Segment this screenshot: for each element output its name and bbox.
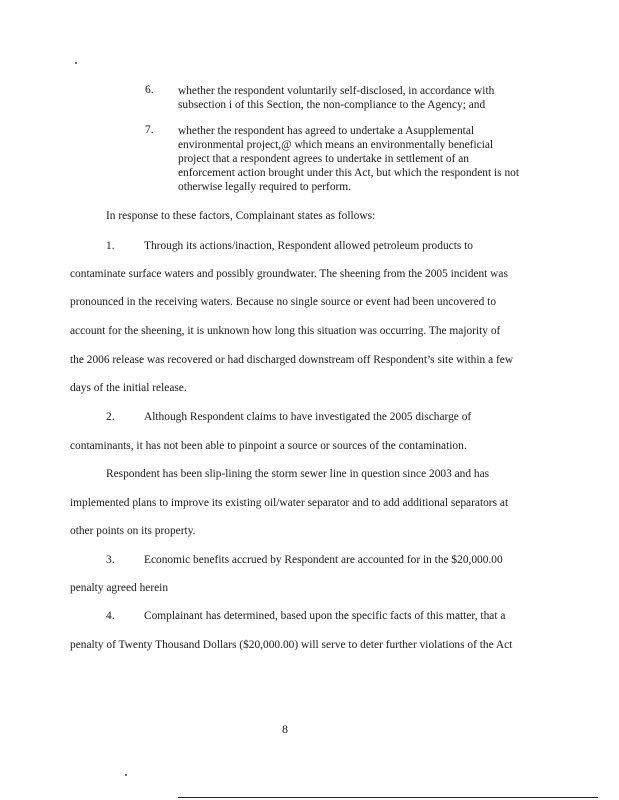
item-line: whether the respondent has agreed to undertake a Asupplemental: [178, 125, 475, 137]
paragraph-number: 4.: [106, 610, 115, 622]
paragraph-line: implemented plans to improve its existing oil/water separator and to add additional separators at: [70, 497, 509, 509]
paragraph-number: 1.: [106, 240, 115, 252]
paragraph-line: Although Respondent claims to have investigated the 2005 discharge of: [144, 411, 472, 423]
item-line: whether the respondent voluntarily self-disclosed, in accordance with: [178, 85, 495, 97]
paragraph-line: the 2006 release was recovered or had discharged downstream off Respondent’s site within a few: [70, 354, 514, 366]
scan-speck: [125, 774, 127, 776]
page-number: 8: [282, 722, 288, 736]
paragraph-line: contaminate surface waters and possibly groundwater. The sheening from the 2005 incident was: [70, 268, 508, 280]
item-text: [178, 124, 519, 194]
paragraph-line: contaminants, it has not been able to pinpoint a source or sources of the contamination.: [70, 440, 467, 452]
scan-speck: [75, 62, 77, 64]
bottom-rule: [178, 797, 598, 798]
paragraph-line: penalty agreed herein: [70, 582, 169, 594]
paragraph-line: days of the initial release.: [70, 382, 187, 394]
paragraph-number: 2.: [106, 411, 115, 423]
paragraph-line: penalty of Twenty Thousand Dollars ($20,000.00) will serve to deter further violations of the Act: [70, 639, 513, 651]
paragraph-line: Economic benefits accrued by Respondent are accounted for in the $20,000.00: [144, 554, 503, 566]
paragraph-line: pronounced in the receiving waters. Because no single source or event had been uncovered to: [70, 296, 497, 308]
item-line: project that a respondent agrees to undertake in settlement of an: [178, 153, 469, 165]
item-text: [178, 84, 494, 112]
paragraph-number: 3.: [106, 554, 115, 566]
item-line: otherwise legally required to perform.: [178, 181, 352, 193]
item-number: 6.: [145, 84, 154, 96]
paragraph-line: account for the sheening, it is unknown how long this situation was occurring. The majority of: [70, 325, 501, 337]
item-line: subsection i of this Section, the non-compliance to the Agency; and: [178, 99, 486, 111]
paragraph-line: Complainant has determined, based upon the specific facts of this matter, that a: [144, 610, 506, 622]
paragraph-line: Through its actions/inaction, Respondent allowed petroleum products to: [144, 240, 473, 252]
paragraph-line: other points on its property.: [70, 525, 196, 537]
item-line: enforcement action brought under this Act, but which the respondent is not: [178, 167, 520, 179]
item-line: environmental project,@ which means an environmentally beneficial: [178, 139, 494, 151]
item-number: 7.: [145, 124, 154, 136]
paragraph-line: Respondent has been slip-lining the storm sewer line in question since 2003 and has: [106, 468, 490, 480]
intro-line: In response to these factors, Complainant states as follows:: [106, 210, 376, 222]
